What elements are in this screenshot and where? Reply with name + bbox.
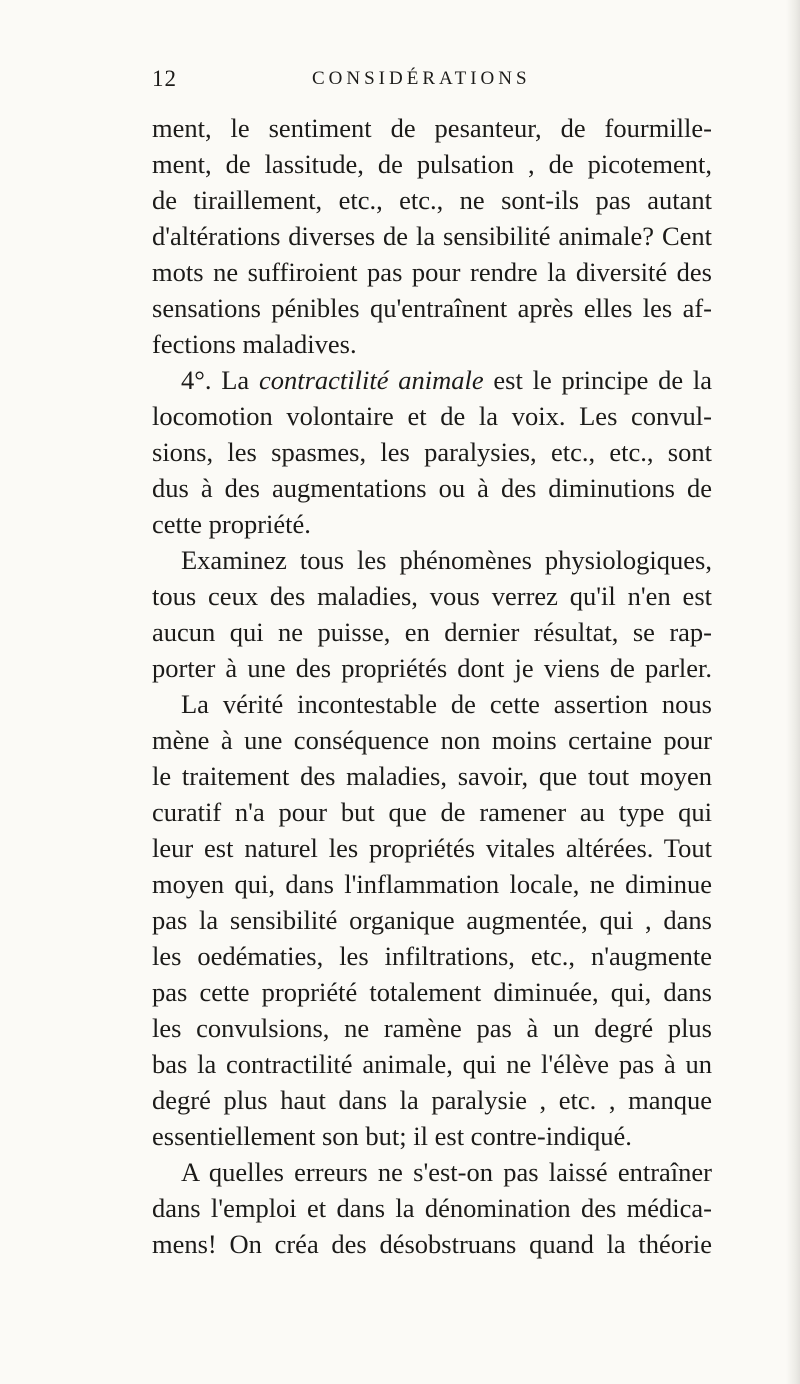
text-line: degré plus haut dans la paralysie , etc. , manque [152, 1085, 712, 1115]
line-end: est le principe de la [483, 365, 713, 395]
text-line: pas la sensibilité organique augmentée, qui , dans [152, 905, 712, 935]
text-line: ment, le sentiment de pesanteur, de fourmille- [152, 113, 712, 143]
text-line: de tiraillement, etc., etc., ne sont-ils pas autant [152, 185, 712, 215]
running-title: CONSIDÉRATIONS [312, 68, 531, 89]
text-line: mène à une conséquence non moins certaine pour [152, 725, 712, 755]
text-line: ment, de lassitude, de pulsation , de picotement, [152, 149, 712, 179]
text-line: La vérité incontestable de cette assertion nous [181, 689, 712, 719]
text-line: cette propriété. [152, 509, 311, 539]
text-line: dus à des augmentations ou à des diminutions de [152, 473, 712, 503]
body-text [152, 110, 712, 1262]
text-line: tous ceux des maladies, vous verrez qu'il n'en est [152, 581, 712, 611]
text-line: porter à une des propriétés dont je viens de parler. [152, 653, 712, 683]
text-line-italic-term [152, 362, 712, 398]
text-line: sions, les spasmes, les paralysies, etc., etc., sont [152, 437, 712, 467]
text-line: fections maladives. [152, 329, 357, 359]
text-line: leur est naturel les propriétés vitales altérées. Tout [152, 833, 712, 863]
text-line: mots ne suffiroient pas pour rendre la diversité des [152, 257, 712, 287]
italic-term: contractilité animale [258, 365, 484, 395]
text-line: mens! On créa des désobstruans quand la théorie [152, 1229, 712, 1259]
text-line: sensations pénibles qu'entraînent après elles les af- [152, 293, 712, 323]
text-line: essentiellement son but; il est contre-indiqué. [152, 1121, 632, 1151]
text-line: bas la contractilité animale, qui ne l'élève pas à un [152, 1049, 712, 1079]
page-edge-shadow [786, 0, 800, 1384]
page-header [152, 66, 712, 96]
text-line: pas cette propriété totalement diminuée, qui, dans [152, 977, 712, 1007]
text-line: dans l'emploi et dans la dénomination des médica- [152, 1193, 712, 1223]
line-start: 4°. La [181, 365, 259, 395]
text-line: curatif n'a pour but que de ramener au type qui [152, 797, 712, 827]
text-line: moyen qui, dans l'inflammation locale, ne diminue [152, 869, 712, 899]
text-line: le traitement des maladies, savoir, que tout moyen [152, 761, 712, 791]
text-line: les convulsions, ne ramène pas à un degré plus [152, 1013, 712, 1043]
text-line: aucun qui ne puisse, en dernier résultat, se rap- [152, 617, 712, 647]
text-line: A quelles erreurs ne s'est-on pas laissé entraîner [181, 1157, 712, 1187]
text-line: locomotion volontaire et de la voix. Les convul- [152, 401, 712, 431]
page-number: 12 [152, 66, 177, 91]
text-line: les oedématies, les infiltrations, etc., n'augmente [152, 941, 712, 971]
text-line: d'altérations diverses de la sensibilité animale? Cent [152, 221, 712, 251]
text-line: Examinez tous les phénomènes physiologiques, [181, 545, 712, 575]
